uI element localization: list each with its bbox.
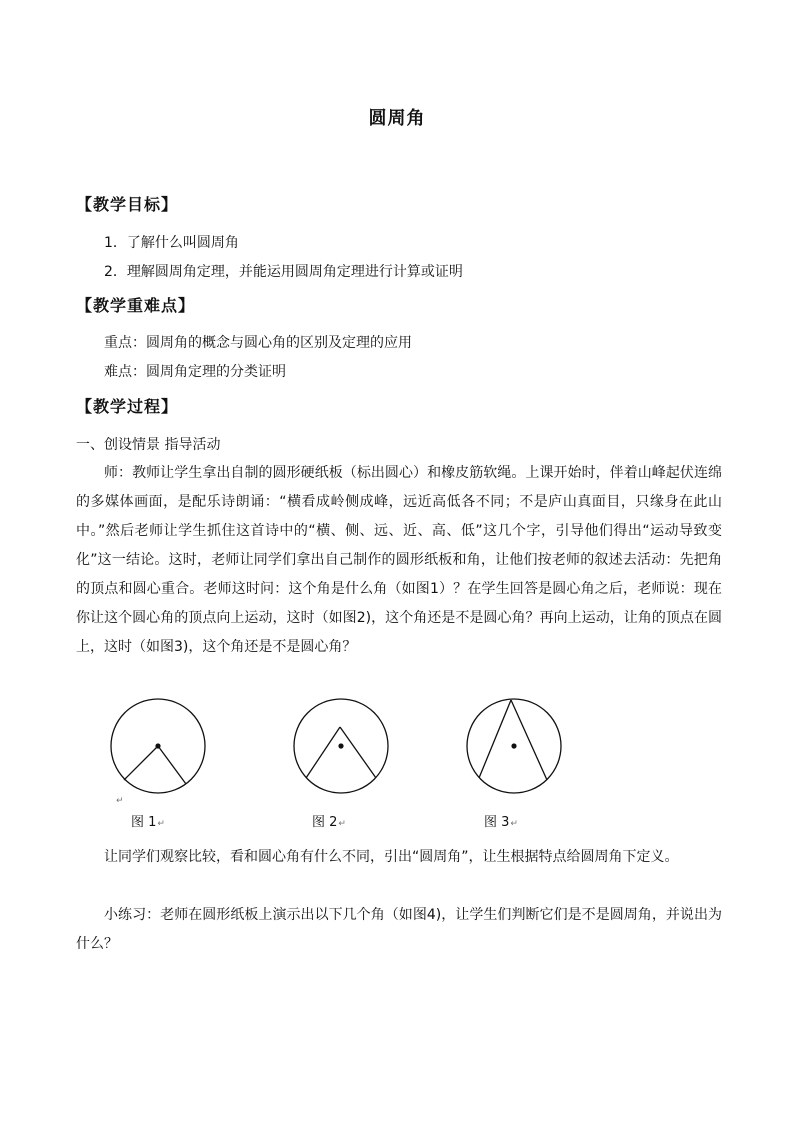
- figure-2-vertex-above-center: [288, 698, 398, 808]
- paragraph-practice: 小练习：老师在圆形纸板上演示出以下几个角（如图4)，让学生们判断它们是不是圆周角，并说出为什么？: [76, 907, 722, 952]
- difficult-point-item: 难点：圆周角定理的分类证明: [104, 364, 286, 380]
- heading-teaching-process: 【教学过程】: [76, 397, 179, 416]
- figure-2-ray-right: [340, 727, 376, 778]
- figure-2-caption: 图 2↵: [312, 815, 346, 830]
- return-mark-icon: ↵: [116, 796, 124, 806]
- goal-item-1: 1．了解什么叫圆周角: [104, 235, 239, 251]
- key-point-item: 重点：圆周角的概念与圆心角的区别及定理的应用: [104, 335, 412, 351]
- return-mark-icon: ↵: [510, 819, 518, 829]
- paragraph-teacher-activity: 师：教师让学生拿出自制的圆形硬纸板（标出圆心）和橡皮筋软绳。上课开始时，伴着山峰起伏连绵的多媒体画面，是配乐诗朗诵：“横看成岭侧成峰，远近高低各不同；不是庐山真面目，只缘身在此山中。”然后老师让学生抓住这首诗中的“横、侧、远、近、高、低”这几个字，引导他们得出“运动导致变化”这一结论。这时，老师让同学们拿出自己制作的圆形纸板和角，让他们按老师的叙述去活动：先把角的顶点和圆心重合。老师这时问：这个角是什么角（如图1）？在学生回答是圆心角之后，老师说：现在你让这个圆心角的顶点向上运动，这时（如图2)，这个角还是不是圆心角？再向上运动，让角的顶点在圆上，这时（如图3)，这个角还是不是圆心角？: [76, 465, 722, 655]
- goal-item-2: 2．理解圆周角定理，并能运用圆周角定理进行计算或证明: [104, 264, 463, 280]
- return-mark-icon: ↵: [157, 819, 165, 829]
- figure-3-chord-left: [479, 700, 511, 778]
- figure-1-caption: 图 1↵: [131, 815, 165, 830]
- figure-3-center-dot: [511, 743, 516, 748]
- page-title: 圆周角: [368, 108, 426, 129]
- figure-1-ray-right: [158, 746, 186, 784]
- figure-1-central-angle: [104, 698, 214, 808]
- figure-3-inscribed-angle: [461, 698, 571, 808]
- figure-1-ray-left: [124, 746, 158, 780]
- figure-3-chord-right: [511, 700, 547, 780]
- paragraph-compare: 让同学们观察比较，看和圆心角有什么不同，引出“圆周角”，让生根据特点给圆周角下定义。: [104, 849, 679, 865]
- figure-2-ray-left: [306, 727, 340, 778]
- figure-2-center-dot: [338, 743, 343, 748]
- figure-3-caption: 图 3↵: [484, 815, 518, 830]
- heading-key-points: 【教学重难点】: [76, 296, 196, 315]
- heading-teaching-goals: 【教学目标】: [76, 195, 179, 214]
- subheading-scenario: 一、创设情景 指导活动: [76, 437, 221, 453]
- return-mark-icon: ↵: [338, 819, 346, 829]
